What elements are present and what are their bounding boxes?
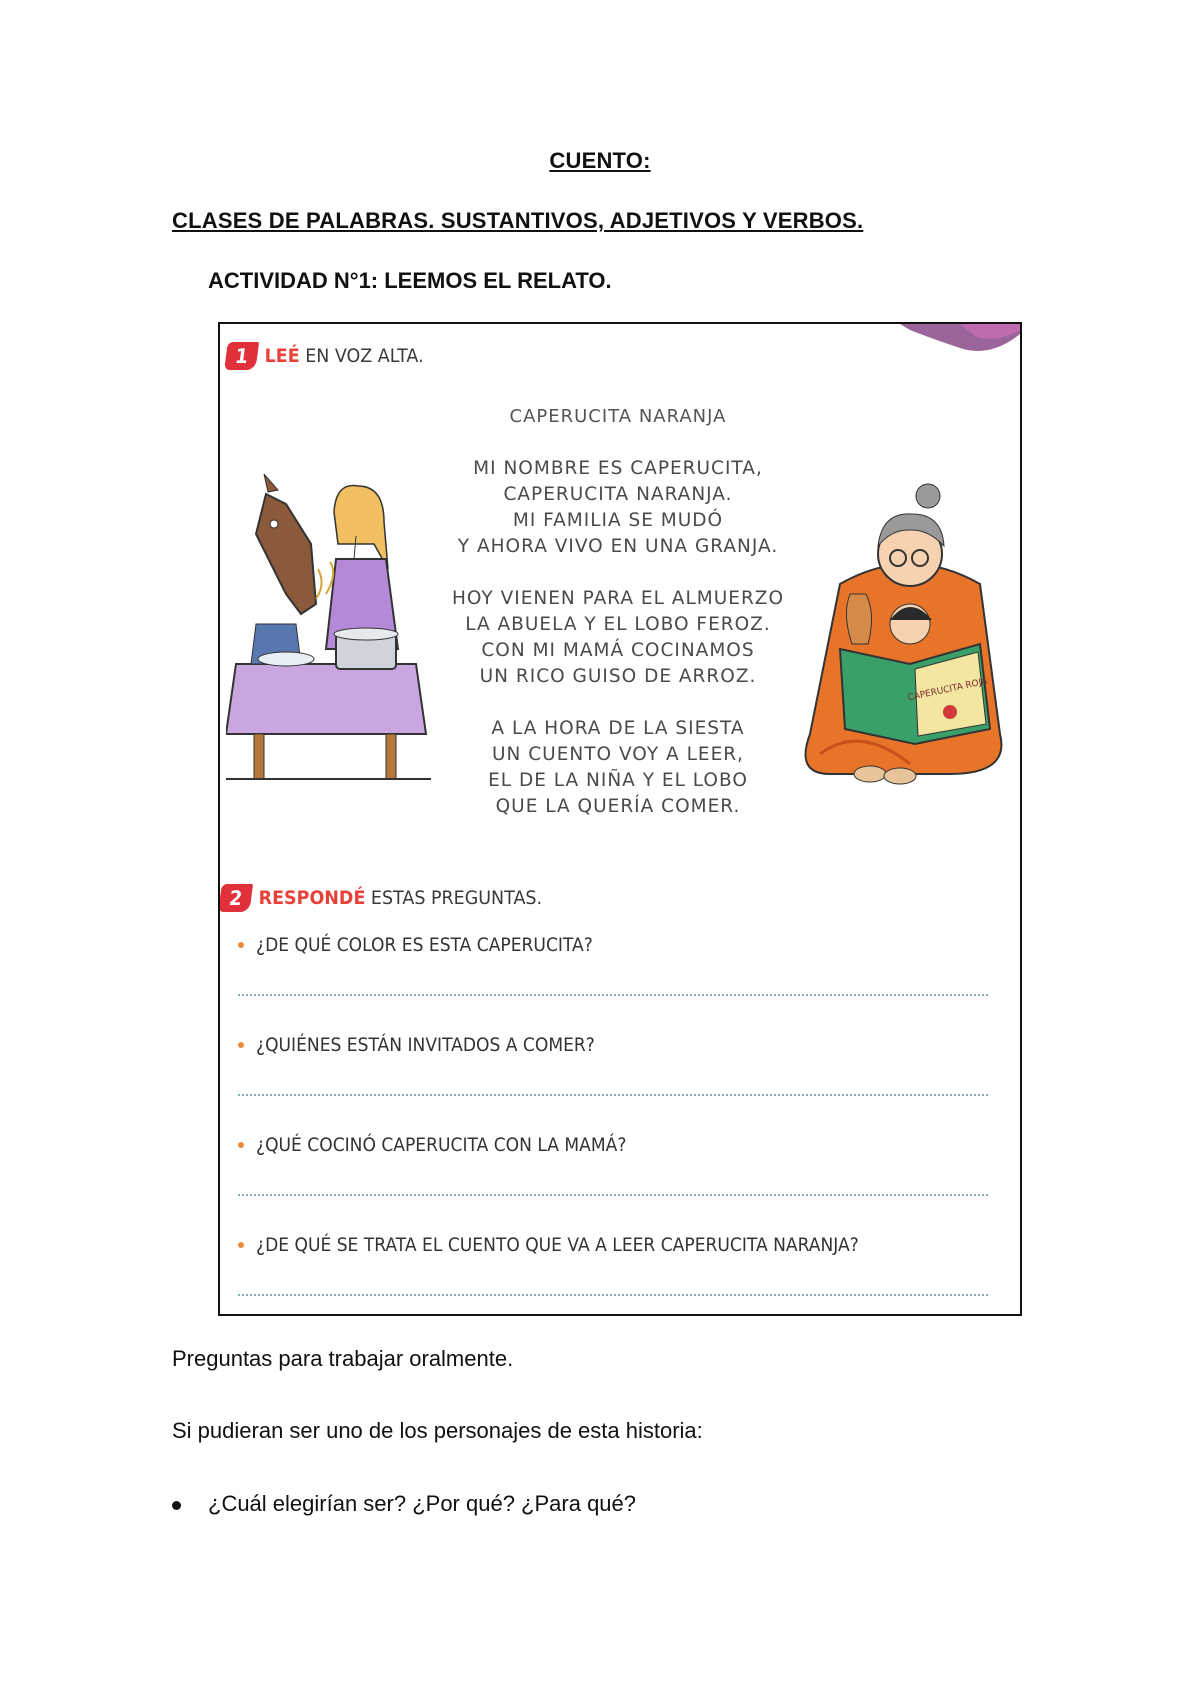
bullet-icon: [238, 1142, 244, 1148]
corner-decoration: [900, 324, 1020, 358]
question-list: [238, 934, 998, 1316]
bullet-icon: [172, 1501, 181, 1510]
poem-line: QUE LA QUERÍA COMER.: [495, 796, 741, 817]
answer-line[interactable]: [238, 1294, 988, 1296]
step-1-instruction: EN VOZ ALTA.: [305, 345, 424, 367]
question-item: [238, 1134, 998, 1234]
bullet-icon: [238, 942, 244, 948]
poem-stanza: [438, 716, 798, 820]
poem-line: MI NOMBRE ES CAPERUCITA,: [473, 458, 763, 479]
step-2-badge: 2: [218, 884, 253, 912]
oral-questions-intro: Preguntas para trabajar oralmente.: [172, 1346, 514, 1371]
step-2-verb: RESPONDÉ: [258, 887, 366, 909]
poem-line: LA ABUELA Y EL LOBO FEROZ.: [465, 614, 771, 635]
poem-title: CAPERUCITA NARANJA: [509, 406, 727, 427]
step-1-verb: LEÉ: [264, 345, 300, 367]
poem-line: MI FAMILIA SE MUDÓ: [512, 510, 724, 531]
poem-stanza: [438, 586, 798, 690]
grandmother-reading-illustration: [800, 474, 1015, 804]
question-item: [238, 1234, 998, 1316]
question-text: ¿DE QUÉ COLOR ES ESTA CAPERUCITA?: [256, 934, 593, 956]
step-1-header: [226, 342, 424, 370]
poem-line: CAPERUCITA NARANJA.: [503, 484, 733, 505]
question-text: ¿QUÉ COCINÓ CAPERUCITA CON LA MAMÁ?: [256, 1134, 627, 1156]
question-item: [238, 1034, 998, 1134]
poem-line: UN CUENTO VOY A LEER,: [491, 744, 744, 765]
answer-line[interactable]: [238, 994, 988, 996]
answer-line[interactable]: [238, 1194, 988, 1196]
bullet-icon: [238, 1242, 244, 1248]
answer-line[interactable]: [238, 1094, 988, 1096]
poem-stanza: [438, 456, 798, 560]
poem-line: Y AHORA VIVO EN UNA GRANJA.: [457, 536, 779, 557]
poem-line: CON MI MAMÁ COCINAMOS: [481, 640, 755, 661]
step-2-instruction: ESTAS PREGUNTAS.: [370, 887, 543, 909]
book-cover-label: CAPERUCITA ROJA: [906, 676, 989, 704]
question-item: [238, 934, 998, 1034]
bullet-icon: [238, 1042, 244, 1048]
character-prompt: Si pudieran ser uno de los personajes de esta historia:: [172, 1418, 703, 1443]
kitchen-illustration: [226, 474, 438, 784]
activity-heading: ACTIVIDAD N°1: LEEMOS EL RELATO.: [208, 268, 612, 293]
question-text: ¿QUIÉNES ESTÁN INVITADOS A COMER?: [256, 1034, 595, 1056]
poem-line: HOY VIENEN PARA EL ALMUERZO: [451, 588, 785, 609]
document-title: CUENTO:: [549, 148, 651, 173]
poem-line: EL DE LA NIÑA Y EL LOBO: [488, 770, 748, 791]
document-subtitle: CLASES DE PALABRAS. SUSTANTIVOS, ADJETIVOS Y VERBOS.: [172, 208, 864, 233]
step-2-header: [220, 884, 542, 912]
poem-line: A LA HORA DE LA SIESTA: [491, 718, 745, 739]
poem-line: UN RICO GUISO DE ARROZ.: [479, 666, 757, 687]
worksheet-panel: [218, 322, 1022, 1316]
question-text: ¿DE QUÉ SE TRATA EL CUENTO QUE VA A LEER CAPERUCITA NARANJA?: [256, 1234, 859, 1256]
step-1-badge: 1: [224, 342, 259, 370]
character-question: ¿Cuál elegirían ser? ¿Por qué? ¿Para qué?: [208, 1491, 637, 1516]
